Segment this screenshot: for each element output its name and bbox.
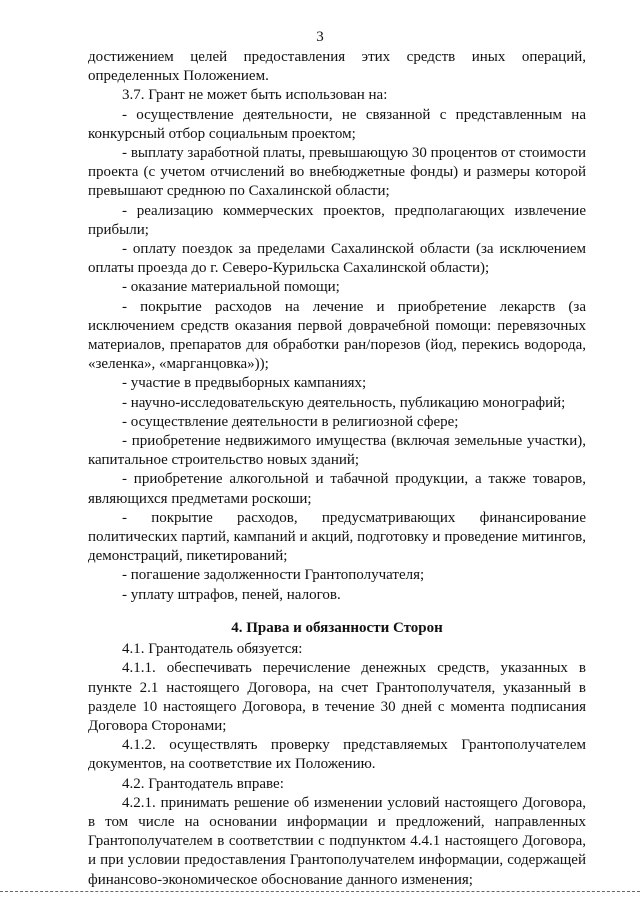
list-item: - приобретение алкогольной и табачной продукции, а также товаров, являющихся предметами роскоши; [88, 471, 586, 507]
paragraph-4-1: 4.1. Грантодатель обязуется: [122, 641, 303, 658]
paragraph-continuation: достижением целей предоставления этих средств иных операций, определенных Положением. [88, 49, 586, 85]
paragraph-4-1-1: 4.1.1. обеспечивать перечисление денежных средств, указанных в пункте 2.1 настоящего Договора, на счет Грантополучателя, указанный в разделе 10 настоящего Договора, в течение 30 дней с момента подписания Договора Сторонами; [88, 660, 586, 734]
list-item: - осуществление деятельности в религиозной сфере; [122, 413, 459, 430]
list-item: - оказание материальной помощи; [122, 279, 340, 296]
paragraph-4-2: 4.2. Грантодатель вправе: [122, 775, 284, 792]
list-item: - выплату заработной платы, превышающую 30 процентов от стоимости проекта (с учетом отчислений во внебюджетные фонды) и размеры которой превышают среднюю по Сахалинской области; [88, 145, 586, 200]
list-item: - участие в предвыборных кампаниях; [122, 375, 367, 392]
list-item: - оплату поездок за пределами Сахалинской области (за исключением оплаты проезда до г. Северо-Курильска Сахалинской области); [88, 241, 586, 277]
paragraph-3-7: 3.7. Грант не может быть использован на: [122, 87, 388, 104]
page-number: 3 [316, 29, 324, 45]
list-item: - погашение задолженности Грантополучателя; [122, 567, 425, 584]
document-body [88, 48, 586, 890]
list-item: - покрытие расходов на лечение и приобретение лекарств (за исключением средств оказания первой доврачебной помощи: перевязочных материалов, препаратов для обработки ран/порезов (йод, перекись водорода, «зеленка», «марганцовка»)); [88, 298, 586, 373]
list-item: - уплату штрафов, пеней, налогов. [122, 586, 341, 603]
list-item: - осуществление деятельности, не связанной с представленным на конкурсный отбор социальным проектом; [88, 106, 586, 142]
list-item: - реализацию коммерческих проектов, предполагающих извлечение прибыли; [88, 202, 586, 238]
paragraph-4-1-2: 4.1.2. осуществлять проверку представляемых Грантополучателем документов, на соответствие их Положению. [88, 737, 586, 773]
list-item: - приобретение недвижимого имущества (включая земельные участки), капитальное строительство новых зданий; [88, 433, 586, 469]
list-item: - научно-исследовательскую деятельность, публикацию монографий; [122, 394, 566, 411]
paragraph-4-2-1: 4.2.1. принимать решение об изменении условий настоящего Договора, в том числе на основании информации и предложений, направленных Грантополучателем в соответствии с подпунктом 4.4.1 настоящего Договора, и при условии предоставления Грантополучателем информации, содержащей финансово-экономическое обоснование данного изменения; [88, 794, 586, 888]
list-item: - покрытие расходов, предусматривающих финансирование политических партий, кампаний и акций, подготовку и проведение митингов, демонстраций, пикетирований; [88, 509, 586, 565]
scan-edge-line [0, 891, 640, 892]
section-heading: 4. Права и обязанности Сторон [231, 619, 443, 636]
